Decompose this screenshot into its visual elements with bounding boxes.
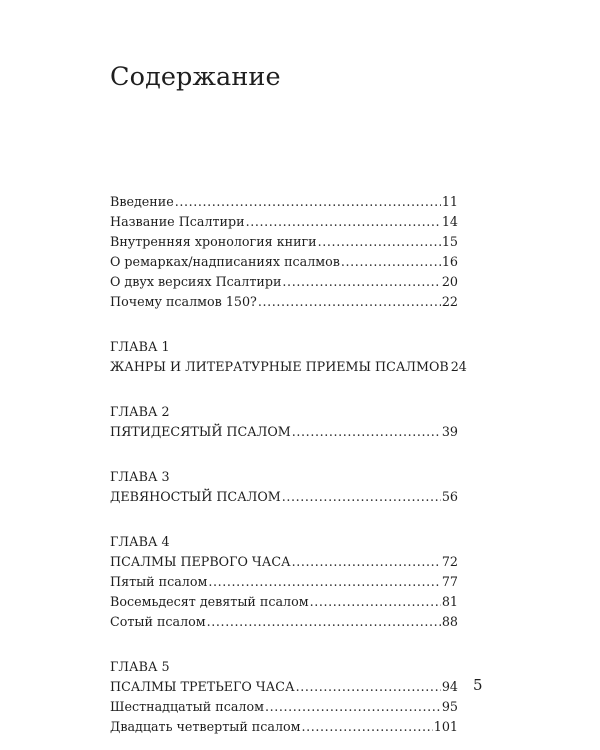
toc-entry-page: 24 xyxy=(450,359,467,374)
toc-entry-page: 39 xyxy=(441,424,458,439)
toc-entry[interactable] xyxy=(110,272,458,292)
chapter-heading: ГЛАВА 3 xyxy=(110,469,170,484)
toc-entry[interactable] xyxy=(110,232,458,252)
toc-entry-label: Восемьдесят девятый псалом xyxy=(110,594,309,609)
toc-entry-label: Шестнадцатый псалом xyxy=(110,699,264,714)
dot-leader xyxy=(207,612,441,632)
toc-entry[interactable] xyxy=(110,612,458,632)
toc-chapter-3 xyxy=(110,467,458,507)
dot-leader xyxy=(292,552,441,572)
toc-entry[interactable] xyxy=(110,487,458,507)
toc-entry-label: ПСАЛМЫ ПЕРВОГО ЧАСА xyxy=(110,554,291,569)
toc-entry-label: Название Псалтири xyxy=(110,214,245,229)
toc-entry[interactable] xyxy=(110,572,458,592)
toc-entry[interactable] xyxy=(110,212,458,232)
dot-leader xyxy=(265,697,441,717)
toc-entry-page: 22 xyxy=(441,294,458,309)
toc-entry-page: 20 xyxy=(441,274,458,289)
chapter-heading: ГЛАВА 2 xyxy=(110,404,170,419)
toc-entry-page: 88 xyxy=(441,614,458,629)
toc-entry[interactable] xyxy=(110,292,458,312)
toc-entry[interactable] xyxy=(110,357,467,377)
toc-entry-page: 56 xyxy=(441,489,458,504)
toc-entry[interactable] xyxy=(110,697,458,717)
dot-leader xyxy=(208,572,440,592)
toc-chapter-5 xyxy=(110,657,458,737)
toc-entry-page: 77 xyxy=(441,574,458,589)
toc-entry-label: Введение xyxy=(110,194,174,209)
toc-entry-label: ДЕВЯНОСТЫЙ ПСАЛОМ xyxy=(110,489,281,504)
dot-leader xyxy=(302,717,433,737)
toc-entry-label: Сотый псалом xyxy=(110,614,206,629)
chapter-heading: ГЛАВА 5 xyxy=(110,659,170,674)
toc-entry-page: 101 xyxy=(433,719,458,734)
dot-leader xyxy=(282,487,441,507)
toc-entry-label: ПСАЛМЫ ТРЕТЬЕГО ЧАСА xyxy=(110,679,295,694)
dot-leader xyxy=(292,422,441,442)
toc-entry-label: Почему псалмов 150? xyxy=(110,294,257,309)
toc-entry-page: 11 xyxy=(441,194,458,209)
toc-entry[interactable] xyxy=(110,552,458,572)
toc-entry-label: О двух версиях Псалтири xyxy=(110,274,282,289)
toc-entry[interactable] xyxy=(110,677,458,697)
dot-leader xyxy=(296,677,441,697)
dot-leader xyxy=(246,212,441,232)
toc-chapter-4 xyxy=(110,532,458,632)
page-number: 5 xyxy=(473,676,483,694)
toc-entry-page: 15 xyxy=(441,234,458,249)
dot-leader xyxy=(175,192,441,212)
dot-leader xyxy=(258,292,441,312)
toc-entry-page: 16 xyxy=(441,254,458,269)
toc-entry-page: 81 xyxy=(441,594,458,609)
toc-entry-label: Двадцать четвертый псалом xyxy=(110,719,301,734)
toc-entry[interactable] xyxy=(110,422,458,442)
toc-chapter-1 xyxy=(110,337,467,377)
table-of-contents xyxy=(110,192,467,737)
toc-entry-label: О ремарках/надписаниях псалмов xyxy=(110,254,340,269)
toc-entry-label: ЖАНРЫ И ЛИТЕРАТУРНЫЕ ПРИЕМЫ ПСАЛМОВ xyxy=(110,359,449,374)
chapter-heading: ГЛАВА 4 xyxy=(110,534,170,549)
dot-leader xyxy=(341,252,441,272)
toc-entry[interactable] xyxy=(110,192,458,212)
dot-leader xyxy=(282,272,440,292)
toc-entry-page: 94 xyxy=(441,679,458,694)
toc-entry-page: 95 xyxy=(441,699,458,714)
chapter-heading: ГЛАВА 1 xyxy=(110,339,170,354)
toc-intro-group xyxy=(110,192,458,312)
toc-entry[interactable] xyxy=(110,717,458,737)
toc-entry-page: 72 xyxy=(441,554,458,569)
toc-entry-page: 14 xyxy=(441,214,458,229)
toc-entry[interactable] xyxy=(110,252,458,272)
dot-leader xyxy=(310,592,441,612)
toc-entry-label: Внутренняя хронология книги xyxy=(110,234,317,249)
toc-entry-label: Пятый псалом xyxy=(110,574,208,589)
toc-entry-label: ПЯТИДЕСЯТЫЙ ПСАЛОМ xyxy=(110,424,291,439)
dot-leader xyxy=(318,232,441,252)
toc-chapter-2 xyxy=(110,402,458,442)
page-title: Содержание xyxy=(110,62,281,92)
toc-entry[interactable] xyxy=(110,592,458,612)
